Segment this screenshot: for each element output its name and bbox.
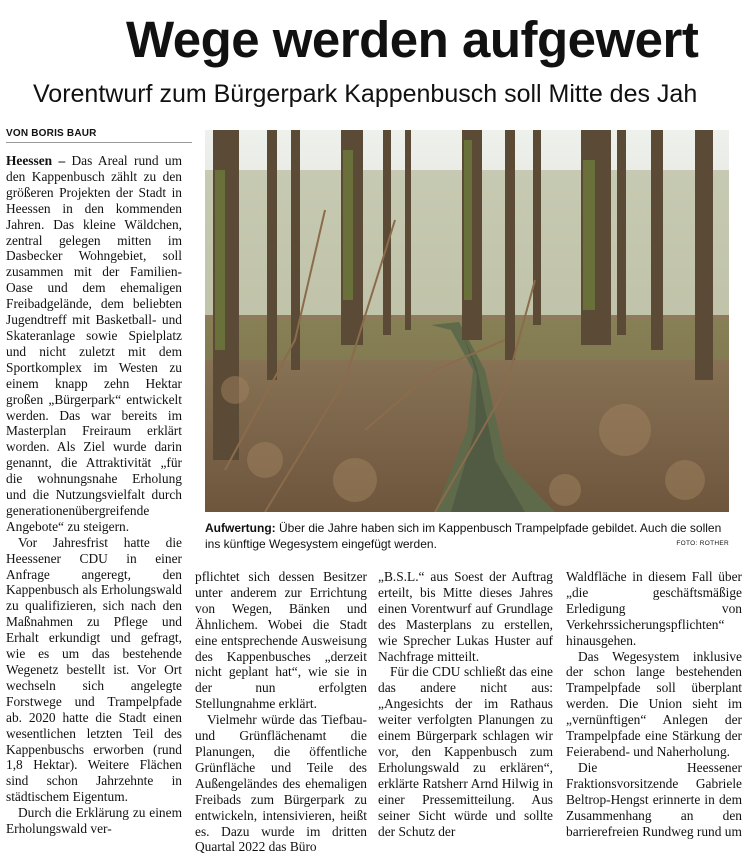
caption-text: Über die Jahre haben sich im Kappenbusch Trampelpfade gebildet. Auch die sollen ins künftige Wegesystem eingefügt werden. xyxy=(205,521,722,551)
paragraph: Für die CDU schließt das eine das andere nicht aus: „Angesichts der im Rathaus weiter verfolgten Planungen zu einem Bürgerpark schlagen wir vor, den Kappenbusch zum Erholungswald zu erklären“, erklärte Ratsherr Arnd Hilwig in einer Pressemitteilung. Aus seiner Sicht würde und sollte der Schutz der xyxy=(378,664,553,839)
paragraph: Waldfläche in diesem Fall über „die geschäftsmäßige Erledigung von Verkehrssicherungspflichten“ hinausgehen. xyxy=(566,569,742,648)
headline: Wege werden aufgewert xyxy=(126,11,699,68)
article-column-2 xyxy=(195,569,367,855)
article-column-1 xyxy=(6,153,182,837)
photo-credit: FOTO: ROTHER xyxy=(676,540,729,547)
dateline: Heessen – xyxy=(6,153,66,168)
caption-lead: Aufwertung: xyxy=(205,521,276,535)
photo-caption xyxy=(205,520,729,552)
paragraph: „B.S.L.“ aus Soest der Auftrag erteilt, bis Mitte dieses Jahres einen Vorentwurf auf Grundlage des Masterplans zu erstellen, wie Sprecher Lukas Huster auf Nachfrage mitteilt. xyxy=(378,569,553,664)
article-column-4 xyxy=(566,569,742,839)
paragraph xyxy=(6,153,182,535)
paragraph: Das Wegesystem inklusive der schon lange bestehenden Trampelpfade soll überplant werden. Die Union sieht im „vernünftigen“ Anlegen der Trampelpfade eine Stärkung der Feierabend- und Naherholung. xyxy=(566,648,742,759)
paragraph: Die Heessener Fraktionsvorsitzende Gabriele Beltrop-Hengst erinnerte in dem Zusammenhang an den barrierefreien Rundweg rund um xyxy=(566,759,742,839)
paragraph: Vielmehr würde das Tiefbau- und Grünflächenamt die Planungen, die öffentliche Grünfläche und Teile des Außengeländes des ehemaligen Freibads zum Bürgerpark zu entwickeln, intensivieren, heißt es. Dazu wurde im dritten Quartal 2022 das Büro xyxy=(195,712,367,855)
paragraph: Durch die Erklärung zu einem Erholungswald ver- xyxy=(6,805,182,837)
byline: VON BORIS BAUR xyxy=(6,128,192,143)
paragraph-text: Das Areal rund um den Kappenbusch zählt zu den größeren Projekten der Stadt in Heessen in den kommenden Jahren. Das kleine Wäldchen, zentral gelegen mitten im Dasbecker Wohngebiet, soll zusammen mit der Familien-Oase und dem ehemaligen Freibadgelände, dem beliebten Jugendtreff mit Basketball- und Skateranlage sowie Spielplatz und nicht zuletzt mit dem Sportkomplex im Westen zu einem knapp zehn Hektar großen „Bürgerpark“ entwickelt werden. Das war bereits im Masterplan Freiraum erklärt worden. Als Ziel wurde darin genannt, die Attraktivität „für die wohnungsnahe Erholung und die Nutzungsvielfalt durch generationenübergreifende Angebote“ zu steigern. xyxy=(6,153,182,534)
paragraph: Vor Jahresfrist hatte die Heessener CDU in einer Anfrage angeregt, den Kappenbusch als Erholungswald zu qualifizieren, sich nach den Maßnahmen zu Pflege und Erhalt erkundigt und gefragt, wie es um das bestehende Wegenetz bestellt ist. Vor Ort wechseln sich angelegte Forstwege und Trampelpfade ab. 2020 hatte die Stadt einen wesentlichen letzten Teil des Kappenbuschs erworben (rund 1,8 Hektar). Weitere Flächen sind schon Jahrzehnte in städtischem Eigentum. xyxy=(6,534,182,805)
article-column-3 xyxy=(378,569,553,839)
subheadline: Vorentwurf zum Bürgerpark Kappenbusch soll Mitte des Jah xyxy=(33,80,698,108)
paragraph: pflichtet sich dessen Besitzer unter anderem zur Errichtung von Wegen, Bänken und Ähnlichem. Wobei die Stadt eine entsprechende Ausweisung des Kappenbusches „derzeit nicht geplant hat“, wie sie in der nun erfolgten Stellungnahme erklärt. xyxy=(195,569,367,712)
forest-photo xyxy=(205,130,729,512)
forest-path-illustration xyxy=(205,130,729,512)
